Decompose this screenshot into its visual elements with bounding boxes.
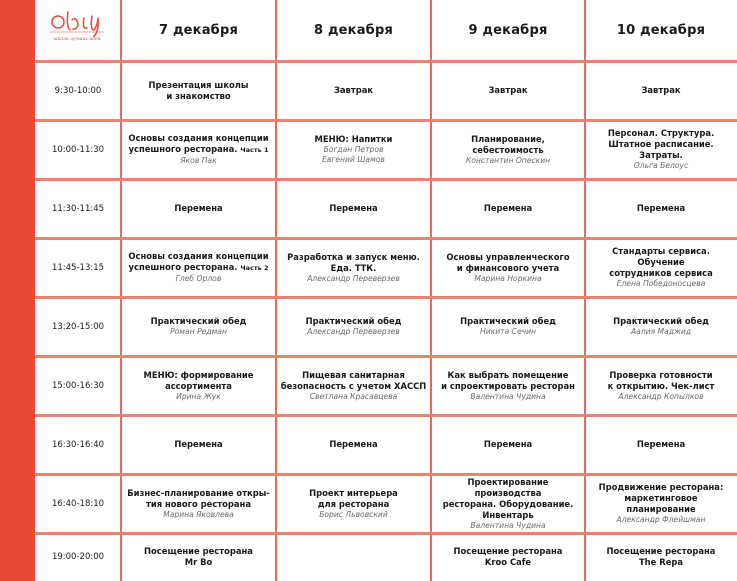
session-cell bbox=[276, 297, 431, 356]
session-cell bbox=[585, 415, 737, 474]
session-cell bbox=[585, 474, 737, 533]
session-cell bbox=[121, 415, 276, 474]
session-part: Часть 1 bbox=[240, 146, 269, 154]
session-speaker: Никита Сечин bbox=[479, 327, 537, 336]
session-speaker: Богдан Петров Евгений Шамов bbox=[322, 145, 385, 164]
time-slot: 19:00-20:00 bbox=[51, 552, 105, 562]
session-title: Проект интерьера для ресторана bbox=[309, 487, 398, 509]
session-cell bbox=[585, 533, 737, 581]
session-title: Как выбрать помещение и спроектировать ресторан bbox=[441, 369, 575, 391]
session-title: Практический обед bbox=[150, 316, 247, 326]
session-title: Презентация школы и знакомство bbox=[148, 79, 249, 101]
day-header: 10 декабря bbox=[616, 23, 706, 38]
session-title: Стандарты сервиса. Обучение сотрудников сервиса bbox=[609, 246, 713, 278]
session-cell bbox=[431, 120, 585, 179]
session-title: Посещение ресторана Mr Bo bbox=[144, 546, 253, 567]
session-cell bbox=[121, 356, 276, 415]
time-slot: 9:30-10:00 bbox=[54, 85, 102, 96]
session-speaker: Валентина Чудина bbox=[470, 520, 546, 530]
session-speaker: Марина Яковлева bbox=[163, 509, 234, 519]
session-speaker: Александр Переверзев bbox=[307, 273, 400, 283]
session-cell bbox=[431, 533, 585, 581]
session-title: Основы создания концепции успешного ресторана. Часть 2 bbox=[128, 251, 269, 272]
session-cell bbox=[585, 120, 737, 179]
session-title: Перемена bbox=[483, 203, 533, 213]
session-speaker: Светлана Красавцева bbox=[309, 391, 398, 401]
time-slot: 11:45-13:15 bbox=[51, 262, 105, 273]
session-cell bbox=[431, 179, 585, 238]
session-speaker: Марина Норкина bbox=[474, 273, 542, 283]
session-title: Перемена bbox=[329, 439, 378, 449]
session-title: Перемена bbox=[174, 203, 223, 213]
time-slot: 11:30-11:45 bbox=[51, 203, 105, 214]
session-cell bbox=[276, 120, 431, 179]
session-cell bbox=[276, 533, 431, 581]
session-cell bbox=[276, 474, 431, 533]
session-title: Персонал. Структура. Штатное расписание. Затраты. bbox=[607, 128, 715, 160]
session-speaker: Яков Пак bbox=[180, 156, 217, 165]
session-speaker: Аалия Маджид bbox=[630, 327, 692, 336]
session-title: Разработка и запуск меню. Еда. ТТК. bbox=[287, 251, 420, 273]
session-title: Продвижение ресторана: маркетинговое планирование bbox=[598, 482, 724, 514]
session-title: Бизнес-планирование откры- тия нового ресторана bbox=[127, 487, 270, 509]
session-cell bbox=[121, 179, 276, 238]
session-cell bbox=[585, 238, 737, 297]
session-cell bbox=[121, 533, 276, 581]
session-title: Практический обед bbox=[460, 316, 556, 326]
session-cell bbox=[276, 415, 431, 474]
session-title: Перемена bbox=[329, 203, 378, 213]
logo-tagline: школа лучших идей bbox=[53, 37, 101, 42]
school-logo bbox=[40, 0, 118, 60]
session-cell bbox=[276, 238, 431, 297]
session-speaker: Елена Победоносцева bbox=[616, 279, 706, 288]
session-speaker: Константин Опескин bbox=[465, 155, 551, 165]
session-cell bbox=[121, 297, 276, 356]
time-slot: 15:00-16:30 bbox=[51, 380, 105, 391]
session-cell bbox=[121, 120, 276, 179]
session-cell bbox=[431, 61, 585, 120]
session-cell bbox=[276, 356, 431, 415]
day-header: 8 декабря bbox=[313, 23, 393, 38]
session-speaker: Ольга Белоус bbox=[633, 161, 689, 170]
time-slot: 16:40-18:10 bbox=[51, 498, 105, 509]
session-title: Проверка готовности к открытию. Чек-лист bbox=[607, 369, 715, 391]
session-cell bbox=[121, 474, 276, 533]
session-speaker: Роман Редман bbox=[170, 327, 227, 336]
session-cell bbox=[276, 179, 431, 238]
session-speaker: Александр Флейшман bbox=[616, 515, 706, 524]
session-cell bbox=[121, 238, 276, 297]
day-header: 7 декабря bbox=[158, 23, 238, 38]
session-title: Перемена bbox=[174, 439, 223, 449]
session-cell bbox=[585, 179, 737, 238]
session-cell bbox=[431, 238, 585, 297]
session-title: Завтрак bbox=[333, 85, 374, 95]
session-cell bbox=[431, 356, 585, 415]
session-title: Основы управленческого и финансового учета bbox=[446, 251, 570, 273]
session-cell bbox=[276, 61, 431, 120]
session-title: Практический обед bbox=[613, 316, 709, 326]
session-title: Основы создания концепции успешного ресторана. Часть 1 bbox=[128, 133, 269, 154]
session-title: Перемена bbox=[636, 203, 686, 213]
time-slot: 13:20-15:00 bbox=[51, 321, 105, 332]
session-title: Завтрак bbox=[641, 85, 681, 95]
time-slot: 10:00-11:30 bbox=[51, 144, 105, 155]
time-slot: 16:30-16:40 bbox=[51, 439, 105, 450]
session-cell bbox=[431, 474, 585, 533]
session-title: Посещение ресторана Kroo Cafe bbox=[453, 546, 563, 567]
session-speaker: Борис Львовский bbox=[319, 509, 388, 519]
session-cell bbox=[585, 356, 737, 415]
session-speaker: Ирина Жук bbox=[176, 391, 221, 401]
session-cell bbox=[585, 297, 737, 356]
session-cell bbox=[121, 61, 276, 120]
session-cell bbox=[431, 415, 585, 474]
session-title: Пищевая санитарная безопасность с учетом ХАССП bbox=[280, 369, 427, 391]
day-header: 9 декабря bbox=[468, 23, 548, 38]
session-title: МЕНЮ: формирование ассортимента bbox=[143, 369, 254, 391]
session-title: Перемена bbox=[483, 439, 533, 449]
session-part: Часть 2 bbox=[240, 264, 269, 272]
session-title: Практический обед bbox=[305, 316, 402, 326]
session-title: Планирование, себестоимость bbox=[471, 133, 545, 155]
session-title: Перемена bbox=[636, 439, 686, 449]
session-title: Посещение ресторана The Repa bbox=[606, 546, 716, 567]
session-speaker: Александр Копылков bbox=[618, 391, 704, 401]
session-title: Проектирование производства ресторана. Оборудование. Инвентарь bbox=[442, 476, 574, 520]
session-speaker: Александр Переверзев bbox=[307, 327, 400, 336]
session-cell bbox=[431, 297, 585, 356]
logo-mark bbox=[40, 0, 118, 60]
session-title: МЕНЮ: Напитки bbox=[314, 134, 393, 144]
session-cell bbox=[585, 61, 737, 120]
session-speaker: Глеб Орлов bbox=[175, 274, 222, 283]
left-accent-bar bbox=[0, 0, 35, 581]
session-title: Завтрак bbox=[488, 85, 528, 95]
session-speaker: Валентина Чудина bbox=[470, 391, 546, 401]
